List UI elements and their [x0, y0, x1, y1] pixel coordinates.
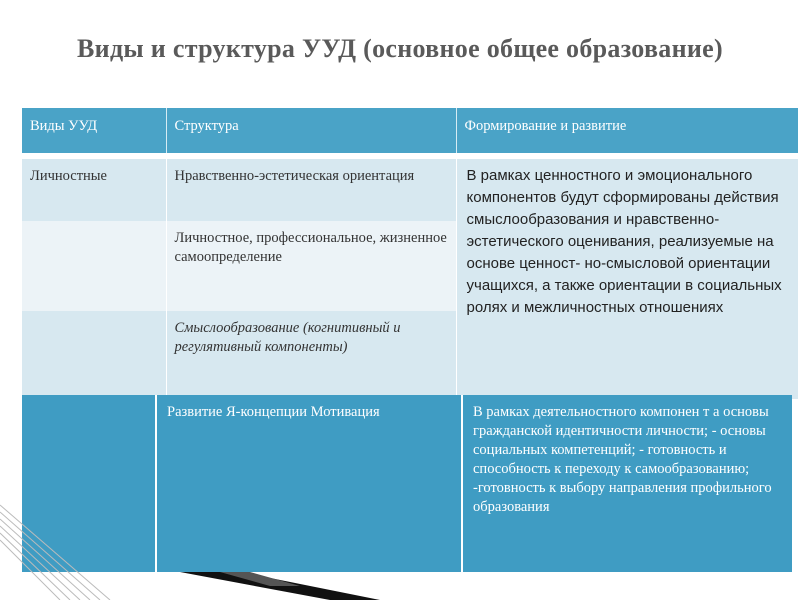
structure-cell: Смыслообразование (когнитивный и регулятивный компоненты) [166, 311, 456, 399]
bottom-structure-cell: Развитие Я-концепции Мотивация [156, 395, 462, 572]
bottom-formation-cell: В рамках деятельностного компонен т а основы гражданской идентичности личности; - основы социальных компетенций; - готовность и способность к переходу к самообразованию; -готовность к выбору направления профильного образования [473, 404, 772, 515]
slide-title: Виды и структура УУД (основное общее образование) [77, 34, 723, 63]
decorative-swoosh [180, 572, 380, 600]
header-structure: Структура [166, 108, 456, 153]
table-header-row [22, 108, 798, 153]
header-types: Виды УУД [22, 108, 166, 153]
header-formation: Формирование и развитие [456, 108, 798, 153]
type-cell-empty [22, 311, 166, 399]
table-row [22, 159, 798, 221]
type-cell: Личностные [22, 159, 166, 221]
structure-cell: Личностное, профессиональное, жизненное самоопределение [166, 221, 456, 311]
table-row [22, 395, 792, 572]
formation-cell: В рамках ценностного и эмоционального компонентов будут сформированы действия смыслообразования и нравственно-эстетического оценивания, реализуемые на основе ценност- но-смысловой ориентации учащихся, а также ориентации в социальных ролях и межличностных отношениях [456, 159, 798, 399]
development-table [22, 395, 792, 572]
uud-table [22, 108, 798, 399]
decorative-lines [0, 500, 120, 600]
structure-cell: Нравственно-эстетическая ориентация [166, 159, 456, 221]
type-cell-empty [22, 221, 166, 311]
